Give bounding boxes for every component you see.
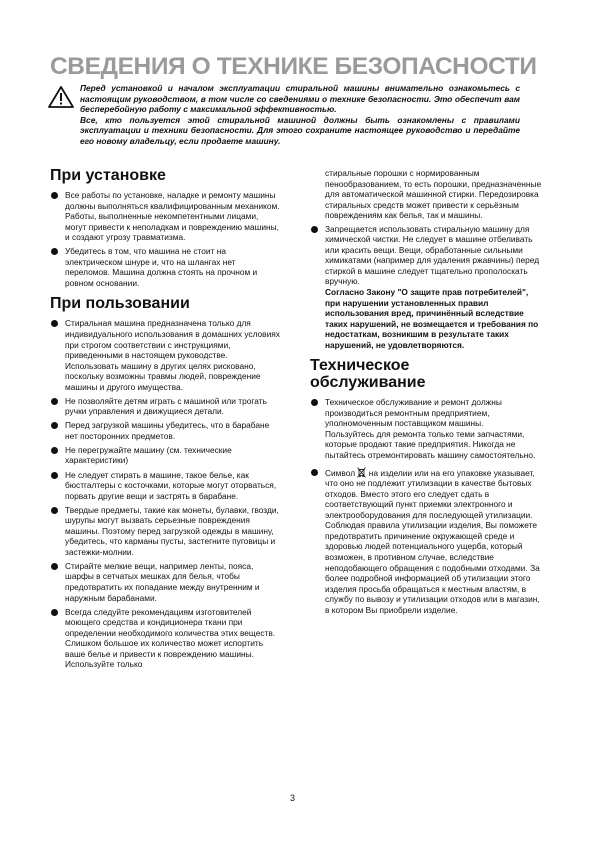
- list-item: Запрещается использовать стиральную машину для химической чистки. Не следует в машине отбеливать или красить вещи. Вещи, обработанные сильными химикатами (например для удаления ржавчины) перед стиркой в машине следует тщательно прополоскать вручную. Согласно Закону "О защите прав потребителей", при нарушении установленных правил использования вред, причинённый вследствие таких нарушений, не возмещается и требования по недостаткам, возникшим в результате таких нарушений, не удовлетворяются.: [310, 224, 542, 351]
- list-item: Убедитесь в том, что машина не стоит на электрическом шнуре и, что на шлангах нет переломов. Машина должна стоять на прочном и ровном основании.: [50, 246, 282, 288]
- usage-list-continued: [310, 224, 542, 351]
- usage-list: [50, 318, 282, 669]
- bullet-icon: [51, 248, 58, 255]
- intro-warning: [80, 83, 520, 147]
- list-item: Перед загрузкой машины убедитесь, что в барабане нет посторонних предметов.: [50, 420, 282, 441]
- list-item: Стирайте мелкие вещи, например ленты, пояса, шарфы в сетчатых мешках для белья, чтобы предотвратить их попадание между внутренним и наружным барабанами.: [50, 561, 282, 603]
- list-item: Не позволяйте детям играть с машиной или трогать ручки управления и движущиеся детали.: [50, 396, 282, 417]
- installation-heading: При установке: [50, 167, 166, 184]
- maintenance-list: [310, 397, 542, 615]
- installation-list: [50, 190, 282, 288]
- law-note: Согласно Закону "О защите прав потребителей", при нарушении установленных правил использования вред, причинённый вследствие таких нарушений, не возмещается и требования по недостаткам, возникшим в результате таких нарушений, не удовлетворяются.: [325, 287, 539, 350]
- usage-continuation: стиральные порошки с нормированным пенообразованием, то есть порошки, предназначенные для автоматической машинной стирки. Передозировка стиральных средств может привести к серьёзным повреждениям как белья, так и машины.: [325, 168, 542, 221]
- bullet-icon: [51, 320, 58, 327]
- bullet-icon: [51, 398, 58, 405]
- bullet-icon: [311, 469, 318, 476]
- list-item: Все работы по установке, наладке и ремонту машины должны выполняться квалифицированным механиком. Работы, выполненные некомпетентными лицами, могут привести к неполадкам и повреждению машины, и создают угрозу травматизма.: [50, 190, 282, 243]
- bullet-icon: [51, 447, 58, 454]
- list-item: Не следует стирать в машине, такое белье, как бюстгалтеры с косточками, которые могут оторваться, порвать другие вещи и застрять в барабане.: [50, 470, 282, 502]
- list-item: Не перегружайте машину (см. технические характеристики): [50, 445, 282, 466]
- list-item: Твердые предметы, такие как монеты, булавки, гвозди, шурупы могут вызвать серьезные повреждения машины. Поэтому перед загрузкой одежды в машину, убедитесь, что карманы пусты, застегните пуговицы и застежки-молнии.: [50, 505, 282, 558]
- bullet-icon: [311, 399, 318, 406]
- usage-heading: При пользовании: [50, 295, 190, 313]
- bullet-icon: [51, 192, 58, 199]
- left-column: [50, 167, 282, 673]
- bullet-icon: [51, 609, 58, 616]
- list-item: Всегда следуйте рекомендациям изготовителей моющего средства и кондиционера ткани при определении необходимого количества этих веществ. Слишком большое их количество может испортить ваше белье и привести к повреждению машины. Используйте только: [50, 607, 282, 670]
- crossed-out-wheelie-bin-icon: [357, 467, 366, 478]
- bullet-icon: [51, 422, 58, 429]
- page-number: 3: [290, 793, 296, 803]
- page-title: СВЕДЕНИЯ О ТЕХНИКЕ БЕЗОПАСНОСТИ: [50, 53, 537, 80]
- bullet-icon: [51, 507, 58, 514]
- bullet-icon: [311, 226, 318, 233]
- intro-paragraph-1: Перед установкой и началом эксплуатации стиральной машины внимательно ознакомьтесь с настоящим руководством, в том числе со сведениями о технике безопасности. Это обеспечит вам бесперебойную работу с максимальной эффективностью.: [80, 83, 520, 115]
- maintenance-heading: Техническое обслуживание: [310, 357, 426, 392]
- list-item: Техническое обслуживание и ремонт должны производиться ремонтным предприятием, уполномоченным поставщиком машины. Пользуйтесь для ремонта только теми запчастями, которые продают такие предприятия. Никогда не пытайтесь отремонтировать машину самостоятельно.: [310, 397, 542, 460]
- right-column: [310, 168, 542, 619]
- bullet-icon: [51, 472, 58, 479]
- list-item: Символ на изделии или на его упаковке указывает, что оно не подлежит утилизации в качестве бытовых отходов. Вместо этого его следует сдать в соответствующий пункт приемки электронного и электрооборудования для последующей утилизации. Соблюдая правила утилизации изделия, Вы поможете предотвратить причинение окружающей среде и здоровью людей потенциального ущерба, который возможен, в противном случае, вследствие неподобающего обращения с подобными отходами. За более подробной информацией об утилизации этого изделия просьба обращаться к местным властям, в службу по вывозу и утилизации отходов или в магазин, в котором Вы приобрели изделие.: [310, 467, 542, 616]
- list-item: Стиральная машина предназначена только для индивидуального использования в домашних условиях при строгом соответствии с инструкциями, приведенными в настоящем руководстве. Использовать машину в других целях рисковано, поскольку возможны травмы людей, повреждение машины и другого имущества.: [50, 318, 282, 392]
- bullet-icon: [51, 563, 58, 570]
- intro-paragraph-2: Все, кто пользуется этой стиральной машиной должны быть ознакомлены с правилами эксплуатации и техники безопасности. Для этого сохраните настоящее руководство и передайте его новому владельцу, если продаете машину.: [80, 114, 520, 146]
- warning-triangle-icon: [48, 86, 74, 108]
